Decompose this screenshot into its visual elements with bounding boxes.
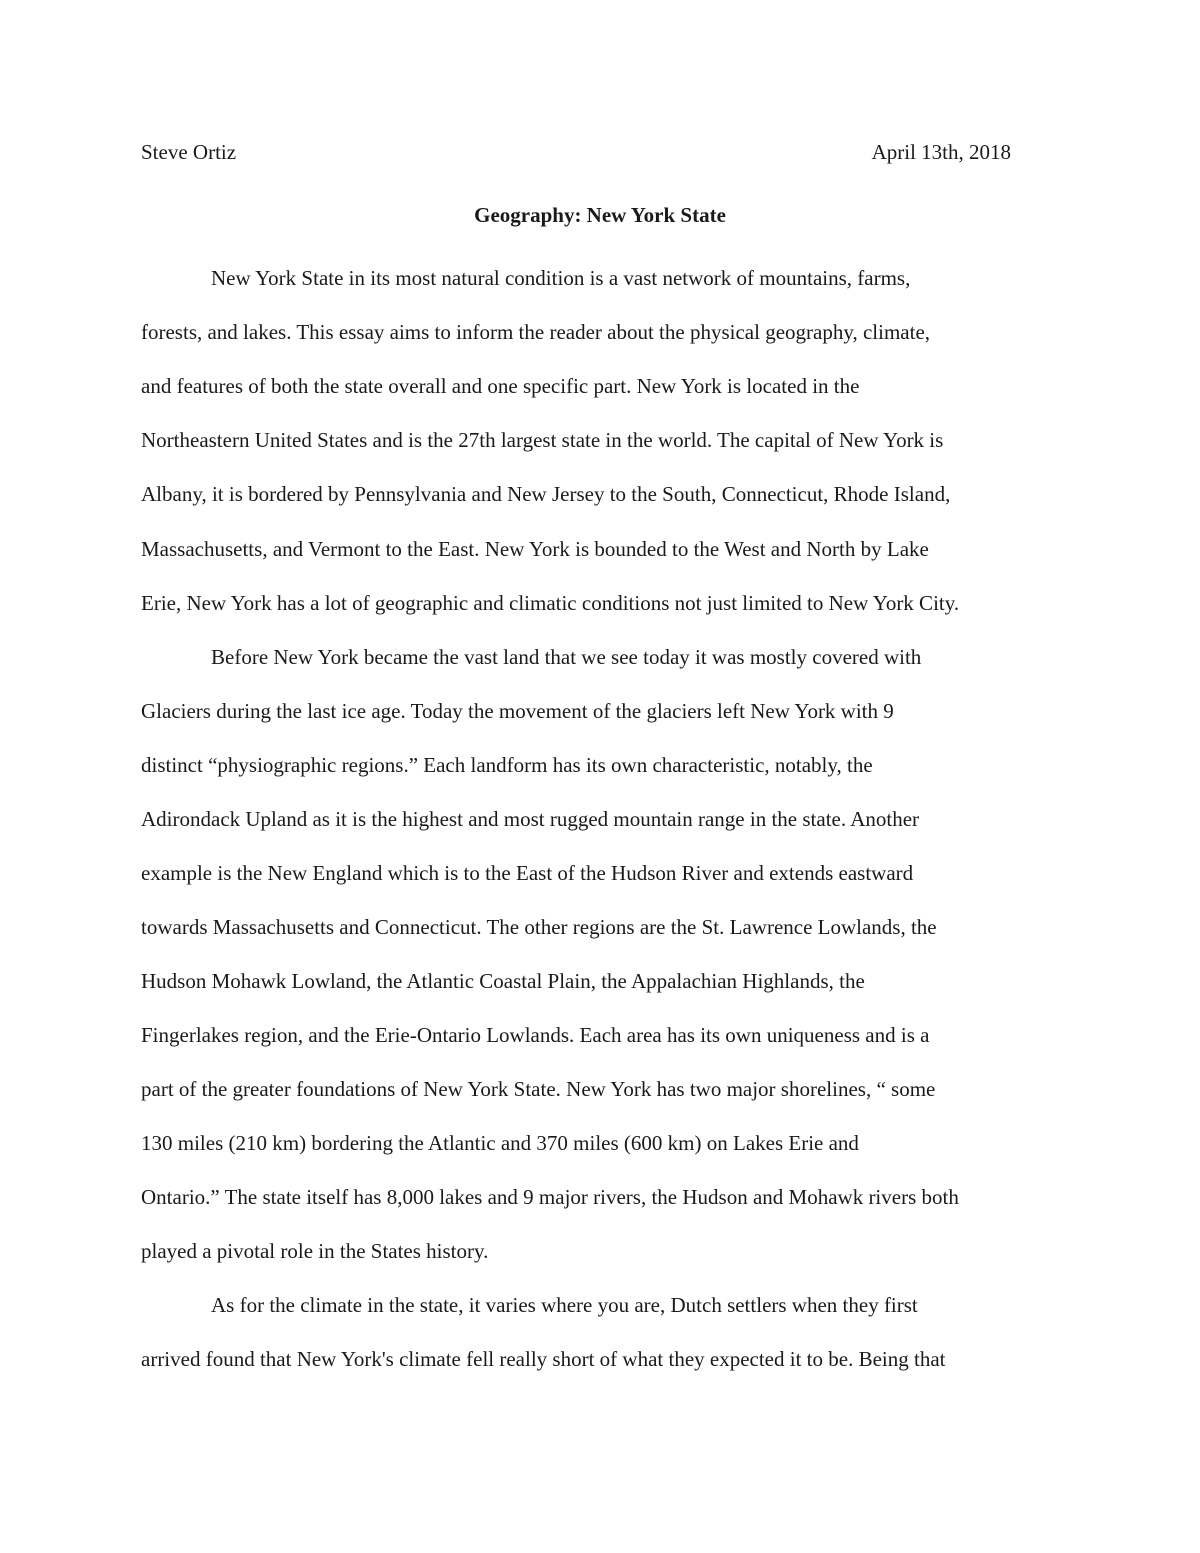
text-line: 130 miles (210 km) bordering the Atlantic and 370 miles (600 km) on Lakes Erie and bbox=[141, 1131, 859, 1155]
text-line: Adirondack Upland as it is the highest and most rugged mountain range in the state. Another bbox=[141, 807, 920, 831]
text-line: Albany, it is bordered by Pennsylvania and New Jersey to the South, Connecticut, Rhode Island, bbox=[141, 482, 951, 506]
text-line: New York State in its most natural condition is a vast network of mountains, farms, bbox=[211, 266, 911, 290]
header-row bbox=[141, 140, 1011, 172]
text-line: As for the climate in the state, it varies where you are, Dutch settlers when they first bbox=[211, 1293, 918, 1317]
text-line: Northeastern United States and is the 27th largest state in the world. The capital of New York is bbox=[141, 428, 944, 452]
text-line: Massachusetts, and Vermont to the East. New York is bounded to the West and North by Lake bbox=[141, 537, 929, 561]
text-line: forests, and lakes. This essay aims to inform the reader about the physical geography, climate, bbox=[141, 320, 931, 344]
text-line: distinct “physiographic regions.” Each landform has its own characteristic, notably, the bbox=[141, 753, 873, 777]
text-line: towards Massachusetts and Connecticut. The other regions are the St. Lawrence Lowlands, the bbox=[141, 915, 937, 939]
document-date: April 13th, 2018 bbox=[871, 140, 1011, 164]
text-line: Erie, New York has a lot of geographic and climatic conditions not just limited to New York City. bbox=[141, 591, 960, 615]
text-line: Ontario.” The state itself has 8,000 lakes and 9 major rivers, the Hudson and Mohawk rivers both bbox=[141, 1185, 959, 1209]
text-line: and features of both the state overall and one specific part. New York is located in the bbox=[141, 374, 860, 398]
author-name: Steve Ortiz bbox=[141, 140, 237, 164]
text-line: arrived found that New York's climate fell really short of what they expected it to be. Being that bbox=[141, 1347, 946, 1371]
text-line: Fingerlakes region, and the Erie-Ontario Lowlands. Each area has its own uniqueness and is a bbox=[141, 1023, 930, 1047]
text-line: Glaciers during the last ice age. Today the movement of the glaciers left New York with 9 bbox=[141, 699, 894, 723]
text-line: played a pivotal role in the States history. bbox=[141, 1239, 489, 1263]
text-line: Before New York became the vast land that we see today it was mostly covered with bbox=[211, 645, 922, 669]
document-title: Geography: New York State bbox=[474, 203, 726, 227]
text-line: Hudson Mohawk Lowland, the Atlantic Coastal Plain, the Appalachian Highlands, the bbox=[141, 969, 865, 993]
text-line: example is the New England which is to the East of the Hudson River and extends eastward bbox=[141, 861, 914, 885]
text-line: part of the greater foundations of New York State. New York has two major shorelines, “ some bbox=[141, 1077, 936, 1101]
